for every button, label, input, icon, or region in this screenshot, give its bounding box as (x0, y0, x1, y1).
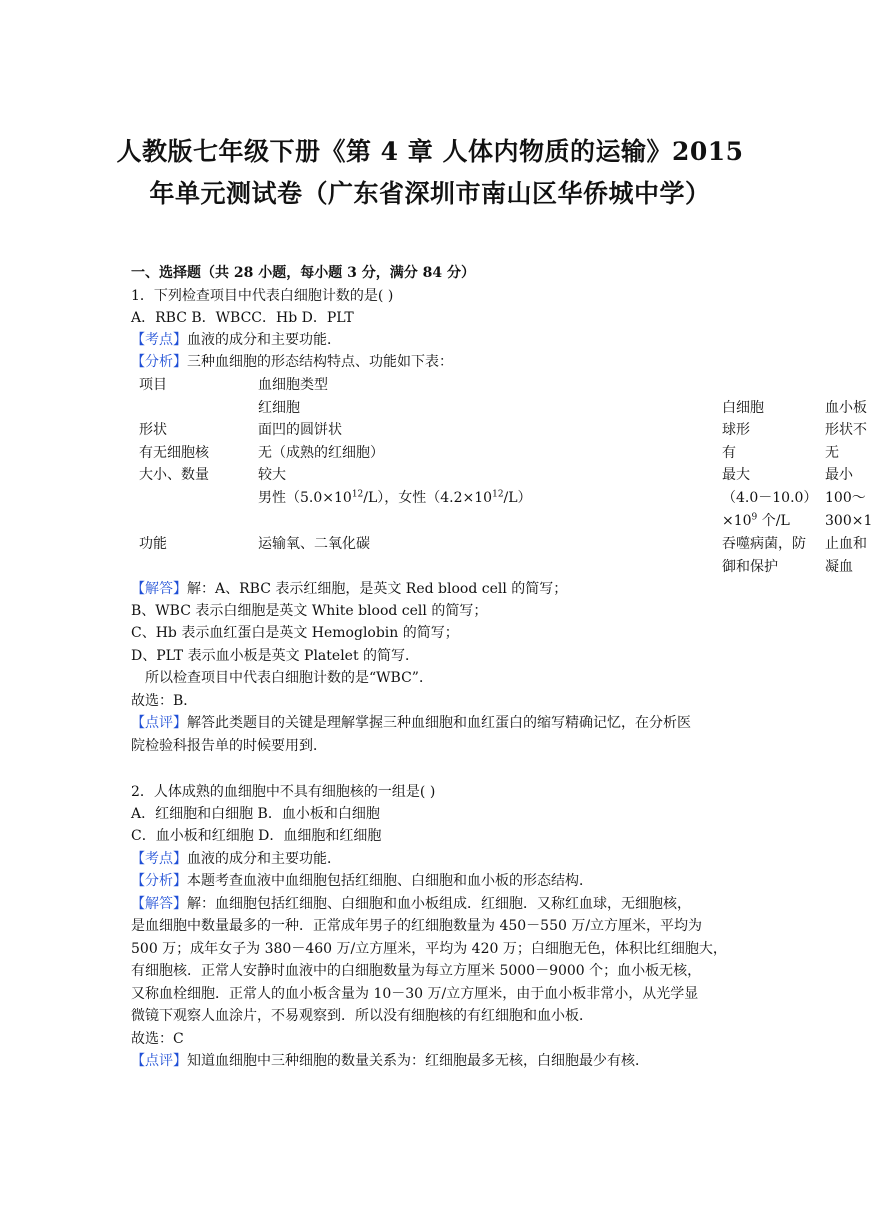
table-wbc-count-1: （4.0－10.0） (722, 490, 818, 506)
table-col-rbc: 红细胞 (258, 400, 300, 416)
rbc-count-end: /L） (503, 490, 532, 506)
q2-jieda (131, 893, 691, 915)
q1-options: A．RBC B．WBCC．Hb D．PLT (131, 310, 354, 326)
jieda-tag: 【解答】 (131, 896, 187, 912)
q1-kaodian (131, 329, 341, 351)
table-row-nucleus: 有无细胞核 (139, 445, 209, 461)
table-wbc-shape: 球形 (722, 422, 750, 438)
rbc-count-male: 男性（5.0×10 (258, 490, 352, 506)
table-plt-nucleus: 无 (825, 445, 839, 461)
q1-question: 1．下列检查项目中代表白细胞计数的是( ) (131, 288, 394, 304)
table-plt-count-1: 100～ (825, 490, 866, 506)
table-wbc-size: 最大 (722, 467, 750, 483)
wbc-exp: 9 (751, 512, 758, 523)
q2-kaodian-text: 血液的成分和主要功能． (187, 851, 341, 867)
q1-answer: 故选：B． (131, 693, 198, 709)
q1-fenxi-text: 三种血细胞的形态结构特点、功能如下表： (187, 354, 453, 370)
wbc-count-unit: 个/L (757, 513, 790, 529)
q1-jieda-text: 解：A、RBC 表示红细胞，是英文 Red blood cell 的简写； (187, 581, 568, 597)
q1-dianping (131, 712, 691, 734)
table-rbc-size: 较大 (258, 467, 286, 483)
table-plt-function-1: 止血和 (825, 536, 867, 552)
q1-dianping-cont: 院检验科报告单的时候要用到． (131, 738, 327, 754)
table-row-shape: 形状 (139, 422, 167, 438)
table-plt-count-2: 300×1 (825, 513, 872, 529)
jieda-tag: 【解答】 (131, 581, 187, 597)
dianping-tag: 【点评】 (131, 715, 187, 731)
q1-kaodian-text: 血液的成分和主要功能． (187, 332, 341, 348)
rbc-exp-2: 12 (492, 489, 504, 500)
table-header-type: 血细胞类型 (258, 377, 328, 393)
table-wbc-function-1: 吞噬病菌，防 (722, 536, 806, 552)
table-rbc-count (258, 487, 532, 509)
q1-dianping-text: 解答此类题目的关键是理解掌握三种血细胞和血红蛋白的缩写精确记忆，在分析医 (187, 715, 691, 731)
table-rbc-function: 运输氧、二氧化碳 (258, 536, 370, 552)
section-heading: 一、选择题（共 28 小题，每小题 3 分，满分 84 分） (131, 265, 475, 281)
table-header-item: 项目 (139, 377, 167, 393)
q1-conclusion: 所以检查项目中代表白细胞计数的是“WBC”． (145, 670, 433, 686)
fenxi-tag: 【分析】 (131, 873, 187, 889)
document-title-line-1: 人教版七年级下册《第 4 章 人体内物质的运输》2015 (116, 137, 744, 166)
fenxi-tag: 【分析】 (131, 354, 187, 370)
q2-options-1: A．红细胞和白细胞 B．血小板和白细胞 (131, 806, 380, 822)
table-col-plt: 血小板 (825, 400, 867, 416)
table-rbc-shape: 面凹的圆饼状 (258, 422, 342, 438)
q2-jieda-4: 有细胞核．正常人安静时血液中的白细胞数量为每立方厘米 5000－9000 个；血小板无核， (131, 963, 702, 979)
table-row-function: 功能 (139, 536, 167, 552)
document-title-line-2: 年单元测试卷（广东省深圳市南山区华侨城中学） (149, 179, 711, 208)
dianping-tag: 【点评】 (131, 1053, 187, 1069)
rbc-count-mid: /L），女性（4.2×10 (363, 490, 493, 506)
kaodian-tag: 【考点】 (131, 332, 187, 348)
q2-jieda-5: 又称血栓细胞．正常人的血小板含量为 10－30 万/立方厘米，由于血小板非常小，从光学显 (131, 986, 699, 1002)
table-plt-shape: 形状不 (825, 422, 867, 438)
table-col-wbc: 白细胞 (722, 400, 764, 416)
table-plt-function-2: 凝血 (825, 559, 853, 575)
table-wbc-count-2 (722, 510, 790, 532)
kaodian-tag: 【考点】 (131, 851, 187, 867)
q1-fenxi (131, 351, 453, 373)
wbc-count-base: ×10 (722, 513, 752, 529)
table-rbc-nucleus: 无（成熟的红细胞） (258, 445, 384, 461)
q2-jieda-6: 微镜下观察人血涂片，不易观察到．所以没有细胞核的有红细胞和血小板． (131, 1008, 593, 1024)
q2-jieda-3: 500 万；成年女子为 380－460 万/立方厘米，平均为 420 万；白细胞无色，体积比红细胞大， (131, 941, 727, 957)
q2-jieda-text: 解：血细胞包括红细胞、白细胞和血小板组成．红细胞．又称红血球，无细胞核， (187, 896, 691, 912)
q1-answer-c: C、Hb 表示血红蛋白是英文 Hemoglobin 的简写； (131, 625, 459, 641)
table-plt-size: 最小 (825, 467, 853, 483)
rbc-exp-1: 12 (351, 489, 364, 500)
q2-question: 2．人体成熟的血细胞中不具有细胞核的一组是( ) (131, 784, 436, 800)
q2-dianping-text: 知道血细胞中三种细胞的数量关系为：红细胞最多无核，白细胞最少有核． (187, 1053, 649, 1069)
q2-fenxi-text: 本题考查血液中血细胞包括红细胞、白细胞和血小板的形态结构． (187, 873, 593, 889)
table-wbc-function-2: 御和保护 (722, 559, 778, 575)
table-wbc-nucleus: 有 (722, 445, 736, 461)
q2-jieda-2: 是血细胞中数量最多的一种．正常成年男子的红细胞数量为 450－550 万/立方厘米，平均为 (131, 918, 703, 934)
q2-fenxi (131, 870, 593, 892)
q1-jieda (131, 578, 567, 600)
q1-answer-d: D、PLT 表示血小板是英文 Platelet 的简写． (131, 648, 420, 664)
q1-answer-b: B、WBC 表示白细胞是英文 White blood cell 的简写； (131, 603, 488, 619)
q2-dianping (131, 1050, 649, 1072)
q2-kaodian (131, 848, 341, 870)
q2-answer: 故选：C (131, 1031, 184, 1047)
q2-options-2: C．血小板和红细胞 D．血细胞和红细胞 (131, 828, 382, 844)
table-row-size: 大小、数量 (139, 467, 209, 483)
